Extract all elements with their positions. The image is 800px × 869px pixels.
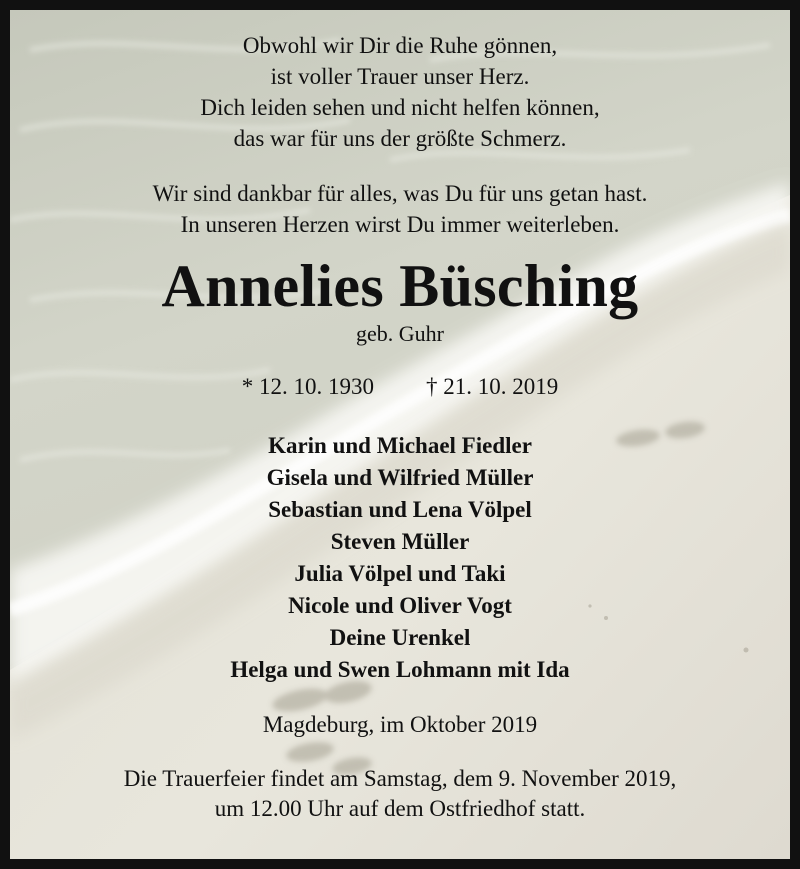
mourner-name: Deine Urenkel — [329, 625, 471, 650]
poem-line: ist voller Trauer unser Herz. — [270, 64, 530, 89]
maiden-name: geb. Guhr — [356, 321, 444, 346]
mourner-name: Nicole und Oliver Vogt — [288, 593, 512, 618]
place-and-date: Magdeburg, im Oktober 2019 — [262, 712, 538, 737]
mourner-name: Steven Müller — [330, 529, 470, 554]
gratitude-line: Wir sind dankbar für alles, was Du für uns getan hast. — [152, 181, 648, 206]
mourner-name: Karin und Michael Fiedler — [268, 433, 532, 458]
mourner-name: Helga und Swen Lohmann mit Ida — [230, 657, 570, 682]
death-date: † 21. 10. 2019 — [426, 374, 559, 399]
mourner-name: Gisela und Wilfried Müller — [266, 465, 534, 490]
poem-line: Dich leiden sehen und nicht helfen können, — [200, 95, 600, 120]
funeral-info-line: Die Trauerfeier findet am Samstag, dem 9. November 2019, — [123, 766, 677, 791]
funeral-info-line: um 12.00 Uhr auf dem Ostfriedhof statt. — [214, 796, 586, 821]
notice-text — [10, 10, 790, 859]
mourner-name: Sebastian und Lena Völpel — [268, 497, 532, 522]
birth-date: * 12. 10. 1930 — [241, 374, 374, 399]
life-dates — [10, 372, 790, 402]
poem-line: das war für uns der größte Schmerz. — [233, 126, 567, 151]
poem-line: Obwohl wir Dir die Ruhe gönnen, — [242, 33, 558, 58]
mourner-name: Julia Völpel und Taki — [294, 561, 506, 586]
gratitude-line: In unseren Herzen wirst Du immer weiterleben. — [180, 212, 620, 237]
deceased-name: Annelies Büsching — [161, 253, 639, 319]
